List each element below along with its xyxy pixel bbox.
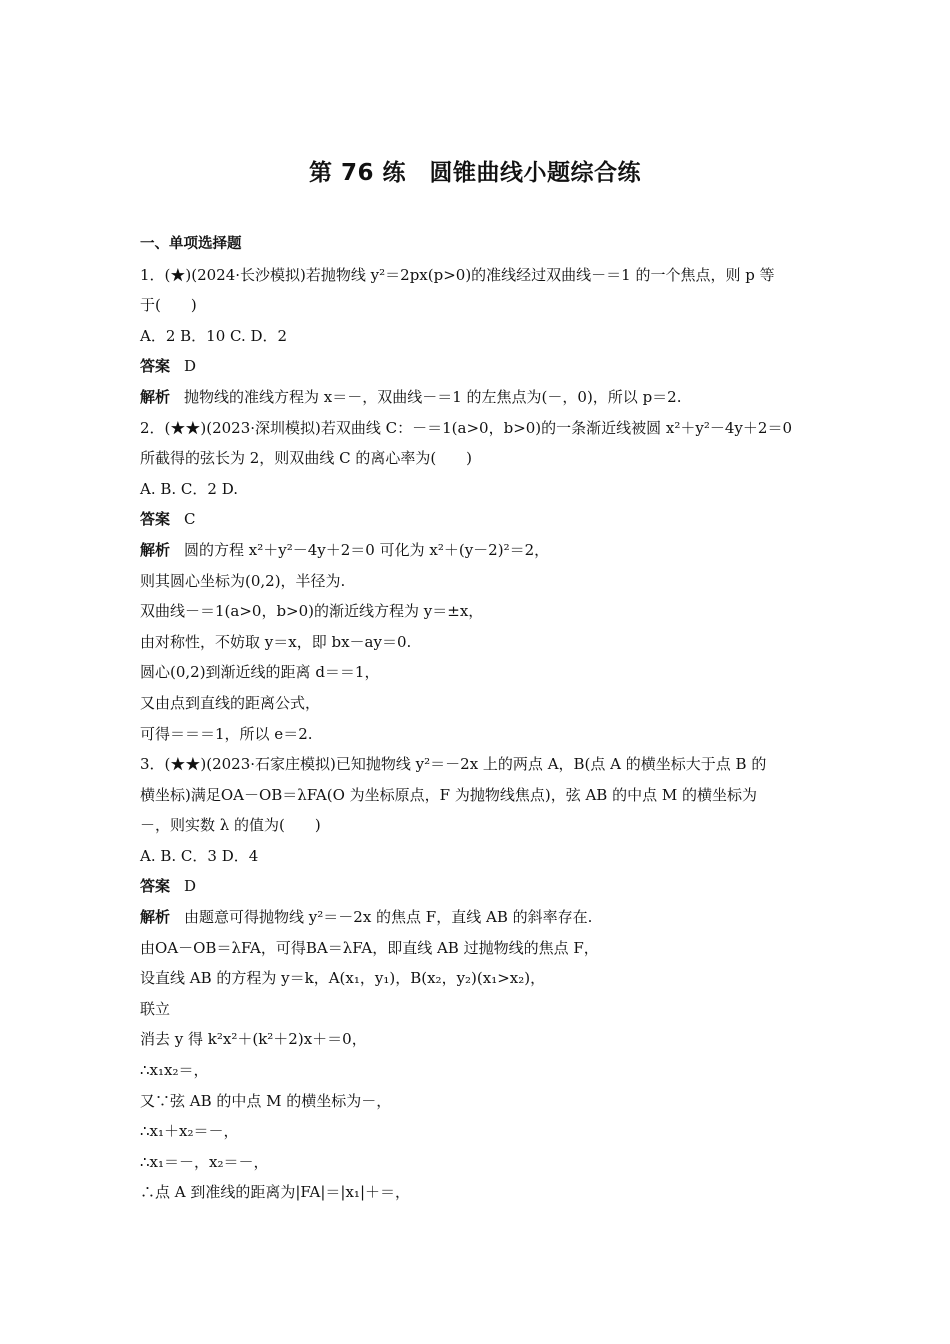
q3-analysis-line-2: 由OA－OB＝λFA，可得BA＝λFA，即直线 AB 过抛物线的焦点 F，	[140, 938, 599, 957]
analysis-label: 解析	[140, 540, 171, 559]
answer-label: 答案	[140, 877, 171, 896]
q2-analysis-line-1: 圆的方程 x²＋y²－4y＋2＝0 可化为 x²＋(y－2)²＝2，	[184, 540, 550, 559]
q3-analysis-row	[140, 902, 812, 933]
q2-options: A. B. C．2 D.	[140, 479, 238, 498]
q2-stem-line-1: 2．(★★)(2023·深圳模拟)若双曲线 C：－＝1(a>0，b>0)的一条渐近线被圆 x²＋y²－4y＋2＝0	[140, 418, 792, 437]
q1-options: A．2 B．10 C. D．2	[140, 326, 288, 345]
q1-stem-line-1: 1．(★)(2024·长沙模拟)若抛物线 y²＝2px(p>0)的准线经过双曲线－＝1 的一个焦点，则 p 等	[140, 265, 775, 284]
q3-analysis-line-7: 又∵弦 AB 的中点 M 的横坐标为－，	[140, 1091, 392, 1110]
q1-analysis-row	[140, 382, 812, 413]
q2-analysis-line-4: 由对称性，不妨取 y＝x，即 bx－ay＝0.	[140, 632, 412, 651]
q3-analysis-line-10: ∴点 A 到准线的距离为|FA|＝|x₁|＋＝，	[140, 1183, 410, 1202]
analysis-label: 解析	[140, 387, 171, 406]
q2-analysis-line-6: 又由点到直线的距离公式，	[140, 693, 321, 712]
q3-answer-row	[140, 871, 812, 902]
q2-answer-value: C	[184, 510, 196, 529]
document-body	[140, 229, 812, 1208]
q2-analysis-line-5: 圆心(0,2)到渐近线的距离 d＝＝1，	[140, 663, 380, 682]
q2-analysis-line-3: 双曲线－＝1(a>0，b>0)的渐近线方程为 y＝±x，	[140, 602, 484, 621]
q3-stem-line-3: －，则实数 λ 的值为( )	[140, 816, 321, 835]
q3-analysis-line-1: 由题意可得抛物线 y²＝－2x 的焦点 F，直线 AB 的斜率存在.	[184, 908, 593, 927]
q1-answer-row	[140, 351, 812, 382]
q2-analysis-line-7: 可得＝＝＝1，所以 e＝2.	[140, 724, 313, 743]
answer-label: 答案	[140, 357, 171, 376]
q3-answer-value: D	[184, 877, 197, 896]
q2-stem-line-2: 所截得的弦长为 2，则双曲线 C 的离心率为( )	[140, 449, 473, 468]
q3-stem-line-2: 横坐标)满足OA－OB＝λFA(O 为坐标原点，F 为抛物线焦点)，弦 AB 的中点 M 的横坐标为	[140, 785, 757, 804]
analysis-label: 解析	[140, 908, 171, 927]
answer-label: 答案	[140, 510, 171, 529]
q3-analysis-line-5: 消去 y 得 k²x²＋(k²＋2)x＋＝0，	[140, 1030, 367, 1049]
q3-analysis-line-4: 联立	[140, 999, 171, 1018]
section-heading: 一、单项选择题	[140, 236, 242, 252]
q3-stem-line-1: 3．(★★)(2023·石家庄模拟)已知抛物线 y²＝－2x 上的两点 A，B(点 A 的横坐标大于点 B 的	[140, 755, 767, 774]
q3-analysis-line-3: 设直线 AB 的方程为 y＝k，A(x₁，y₁)，B(x₂，y₂)(x₁>x₂)，	[140, 969, 546, 988]
q3-options: A. B. C．3 D．4	[140, 846, 259, 865]
page-title: 第 76 练 圆锥曲线小题综合练	[308, 160, 642, 186]
q2-analysis-line-2: 则其圆心坐标为(0,2)，半径为.	[140, 571, 346, 590]
q2-answer-row	[140, 504, 812, 535]
q3-analysis-line-6: ∴x₁x₂＝，	[140, 1061, 209, 1080]
q2-analysis-row	[140, 535, 812, 566]
q1-analysis-line-1: 抛物线的准线方程为 x＝－，双曲线－＝1 的左焦点为(－，0)，所以 p＝2.	[184, 387, 682, 406]
q1-stem-line-2: 于( )	[140, 296, 197, 315]
q3-analysis-line-9: ∴x₁＝－，x₂＝－，	[140, 1152, 269, 1171]
q1-answer-value: D	[184, 357, 197, 376]
q3-analysis-line-8: ∴x₁＋x₂＝－，	[140, 1122, 239, 1141]
